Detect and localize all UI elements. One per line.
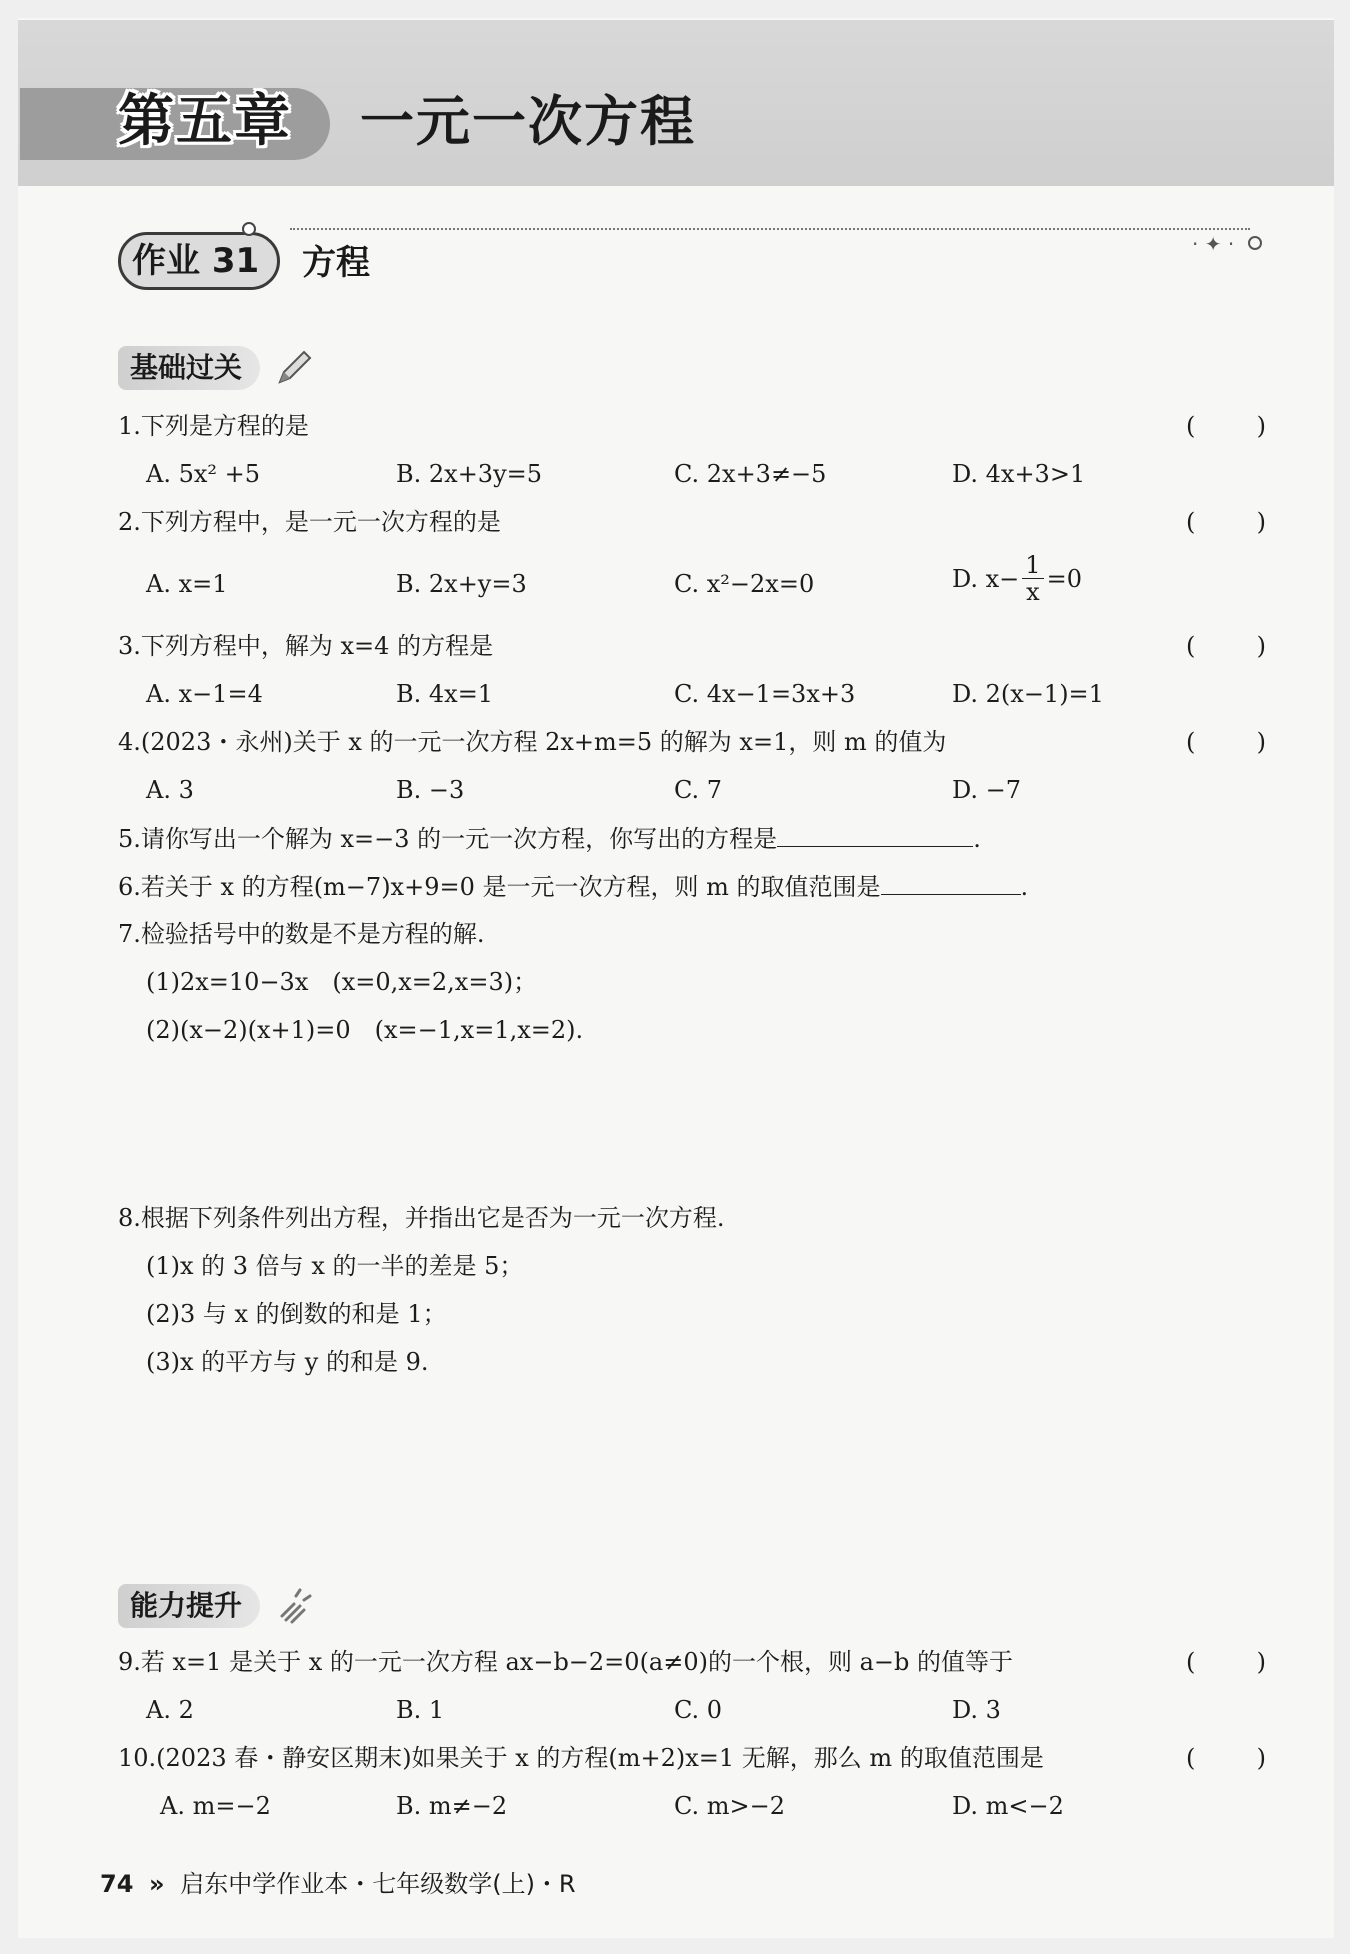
question-2-stem: 2.下列方程中，是一元一次方程的是 — [118, 508, 501, 536]
question-4-stem: 4.(2023・永州)关于 x 的一元一次方程 2x+m=5 的解为 x=1，则 m 的值为 — [118, 728, 947, 756]
question-3-answer-paren — [1186, 630, 1266, 662]
question-4-option-a: A. 3 — [146, 776, 194, 804]
question-1-option-c: C. 2x+3≠−5 — [674, 460, 827, 488]
question-6-end: . — [1020, 873, 1029, 901]
question-10-answer-paren — [1186, 1742, 1266, 1774]
question-7-part-2: (2)(x−2)(x+1)=0 (x=−1,x=1,x=2). — [146, 1016, 584, 1044]
question-7-part-1: (1)2x=10−3x (x=0,x=2,x=3)； — [146, 968, 538, 996]
question-6-answer-blank[interactable] — [881, 870, 1021, 895]
badge-dot-icon — [242, 222, 256, 236]
question-1-answer-paren — [1186, 410, 1266, 442]
question-8-part-1: (1)x 的 3 倍与 x 的一半的差是 5； — [146, 1252, 524, 1280]
fraction — [1022, 552, 1043, 605]
sparkle-burst-icon — [274, 1586, 314, 1626]
question-2-answer-paren — [1186, 506, 1266, 538]
question-5-answer-blank[interactable] — [777, 822, 973, 847]
question-10-option-d: D. m<−2 — [952, 1792, 1064, 1820]
question-3-option-b: B. 4x=1 — [396, 680, 494, 708]
question-8-part-3: (3)x 的平方与 y 的和是 9. — [146, 1348, 429, 1376]
paren-open: ( — [1186, 508, 1196, 536]
section-basic-tag: 基础过关 — [118, 346, 260, 390]
question-1-option-d: D. 4x+3>1 — [952, 460, 1086, 488]
question-9-option-d: D. 3 — [952, 1696, 1001, 1724]
question-9-option-a: A. 2 — [146, 1696, 194, 1724]
paren-open: ( — [1186, 412, 1196, 440]
question-9-answer-paren — [1186, 1646, 1266, 1678]
option-d-suffix: =0 — [1046, 564, 1082, 593]
paren-close: ) — [1256, 728, 1266, 756]
paren-close: ) — [1256, 1744, 1266, 1772]
question-5-end: . — [973, 825, 981, 853]
question-2-option-c: C. x²−2x=0 — [674, 570, 815, 598]
chapter-title: 一元一次方程 — [360, 90, 696, 153]
title-dotted-line — [290, 228, 1250, 232]
question-10-option-b: B. m≠−2 — [396, 1792, 508, 1820]
option-d-prefix: D. x− — [952, 564, 1020, 593]
question-6 — [118, 870, 1028, 903]
question-10-option-c: C. m>−2 — [674, 1792, 786, 1820]
fraction-denominator: x — [1026, 578, 1040, 606]
question-3-stem: 3.下列方程中，解为 x=4 的方程是 — [118, 632, 494, 660]
question-10-stem: 10.(2023 春・静安区期末)如果关于 x 的方程(m+2)x=1 无解，那么 m 的取值范围是 — [118, 1744, 1044, 1772]
question-9-option-c: C. 0 — [674, 1696, 723, 1724]
paren-close: ) — [1256, 412, 1266, 440]
question-5 — [118, 822, 981, 855]
question-4-option-b: B. −3 — [396, 776, 465, 804]
question-9-stem: 9.若 x=1 是关于 x 的一元一次方程 ax−b−2=0(a≠0)的一个根，则 a−b 的值等于 — [118, 1648, 1014, 1676]
question-4-option-d: D. −7 — [952, 776, 1022, 804]
paren-open: ( — [1186, 1744, 1196, 1772]
question-9-option-b: B. 1 — [396, 1696, 445, 1724]
fraction-numerator: 1 — [1022, 552, 1043, 579]
pencil-icon — [274, 348, 314, 388]
question-1-option-a: A. 5x² +5 — [146, 460, 261, 488]
question-4-answer-paren — [1186, 726, 1266, 758]
homework-label: 作业 31 — [132, 241, 260, 281]
page-number: 74 — [100, 1870, 134, 1898]
paren-close: ) — [1256, 632, 1266, 660]
question-5-stem: 5.请你写出一个解为 x=−3 的一元一次方程，你写出的方程是 — [118, 825, 778, 853]
question-6-stem: 6.若关于 x 的方程(m−7)x+9=0 是一元一次方程，则 m 的取值范围是 — [118, 873, 881, 901]
question-1-stem: 1.下列是方程的是 — [118, 412, 309, 440]
question-2-option-d — [952, 552, 1082, 605]
sparkle-icon: · ✦ · — [1192, 232, 1235, 256]
ring-icon — [1248, 236, 1262, 250]
chapter-label: 第五章 — [118, 89, 292, 154]
page-footer — [100, 1866, 576, 1902]
book-title: 启东中学作业本・七年级数学(上)・R — [180, 1870, 576, 1898]
homework-title: 方程 — [302, 243, 370, 283]
paren-close: ) — [1256, 508, 1266, 536]
question-2-option-b: B. 2x+y=3 — [396, 570, 527, 598]
paren-open: ( — [1186, 728, 1196, 756]
double-chevron-icon: » — [149, 1870, 165, 1898]
question-3-option-a: A. x−1=4 — [146, 680, 263, 708]
question-1-option-b: B. 2x+3y=5 — [396, 460, 543, 488]
section-advanced-tag: 能力提升 — [118, 1584, 260, 1628]
question-3-option-d: D. 2(x−1)=1 — [952, 680, 1104, 708]
paren-close: ) — [1256, 1648, 1266, 1676]
paren-open: ( — [1186, 632, 1196, 660]
question-8-stem: 8.根据下列条件列出方程，并指出它是否为一元一次方程. — [118, 1204, 725, 1232]
paren-open: ( — [1186, 1648, 1196, 1676]
question-10-option-a: A. m=−2 — [160, 1792, 271, 1820]
question-4-option-c: C. 7 — [674, 776, 723, 804]
question-2-option-a: A. x=1 — [146, 570, 228, 598]
question-3-option-c: C. 4x−1=3x+3 — [674, 680, 856, 708]
question-7-stem: 7.检验括号中的数是不是方程的解. — [118, 920, 485, 948]
question-8-part-2: (2)3 与 x 的倒数的和是 1； — [146, 1300, 447, 1328]
